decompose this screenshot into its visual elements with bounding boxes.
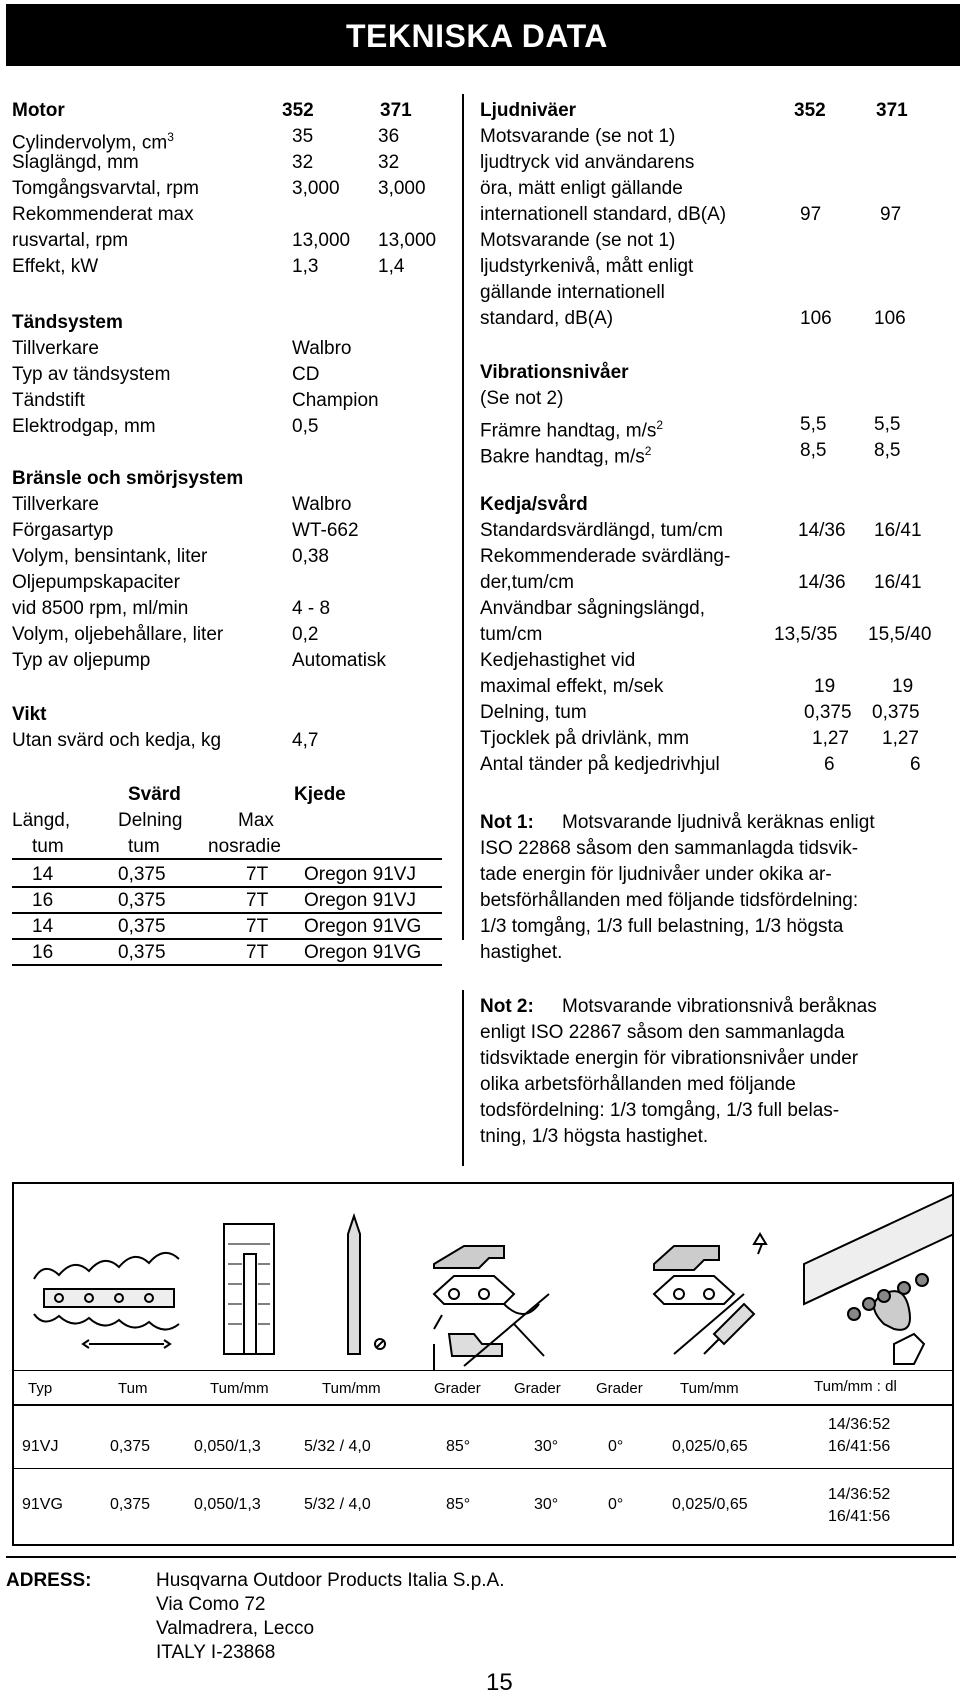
divider [12,912,442,914]
ignition-row-label: Tändstift [12,390,85,411]
fuel-row-value: WT-662 [292,520,359,541]
divider [14,1468,952,1469]
fuel-row-label: Typ av oljepump [12,650,151,671]
chainbar-label: Delning, tum [480,702,587,723]
fuel-row-value: 4 - 8 [292,598,331,619]
chainbar-label: tum/cm [480,624,543,645]
bar-nose: 7T [246,916,269,937]
note2-line: todsfördelning: 1/3 tomgång, 1/3 full belas- [480,1100,840,1121]
chainbar-value: 14/36 [798,572,846,593]
bar-chain: Oregon 91VG [304,916,422,937]
cell-dl: 16/41:56 [828,1508,891,1525]
chainbar-value: 1,27 [812,728,849,749]
cell-dl: 16/41:56 [828,1438,891,1455]
motor-row-v2: 13,000 [378,230,437,251]
bar-chain: Oregon 91VG [304,942,422,963]
ignition-row-value: CD [292,364,320,385]
note1-line: betsförhållanden med följande tidsfördelning: [480,890,859,911]
vibration-label: Bakre handtag, $m/s^2$ [480,444,652,468]
note2-line: tning, 1/3 högsta hastighet. [480,1126,709,1147]
motor-row-v2: 1,4 [378,256,405,277]
note1-label: Not 1: [480,812,534,833]
chainbar-value: 6 [824,754,835,775]
motor-row-label: Effekt, kW [12,256,99,277]
pitch-header: Delning [118,810,183,831]
fuel-row-label: Oljepumpskapaciter [12,572,180,593]
chain-header: Kjede [294,784,346,805]
vibration-heading: Vibrationsnivåer [480,362,629,383]
sound-col2: 371 [876,100,908,121]
ignition-row-value: 0,5 [292,416,319,437]
tum-header: tum [128,836,160,857]
ignition-row-label: Tillverkare [12,338,99,359]
cell-g1: 85° [446,1438,471,1455]
address-line: Husqvarna Outdoor Products Italia S.p.A. [156,1570,505,1591]
divider [12,938,442,940]
column-divider [462,94,464,940]
note1-line: hastighet. [480,942,563,963]
vibration-label: Främre handtag, $m/s^2$ [480,418,664,442]
fuel-row-label: Volym, oljebehållare, liter [12,624,224,645]
col-header: Grader [514,1380,561,1397]
note1-line: ISO 22868 såsom den sammanlagda tidsvik- [480,838,859,859]
chainbar-label: Kedjehastighet vid [480,650,636,671]
cell-g2: 30° [534,1496,559,1513]
chainbar-label: Antal tänder på kedjedrivhjul [480,754,720,775]
address-line: Via Como 72 [156,1594,266,1615]
motor-row-label: Rekommenderat max [12,204,194,225]
note2-line: enligt ISO 22867 såsom den sammanlagda [480,1022,845,1043]
cell-g1: 85° [446,1496,471,1513]
bar-pitch: 0,375 [118,916,166,937]
note1-line: Motsvarande ljudnivå keräknas enligt [562,812,875,833]
divider [14,1404,952,1406]
cutter-angle-icon [434,1246,549,1370]
motor-row-v1: 13,000 [292,230,351,251]
chainbar-value: 19 [814,676,836,697]
motor-row-label: Cylindervolym, $cm^3$ [12,130,174,154]
cell-tum: 0,375 [110,1496,151,1513]
note1-line: tade energin för ljudnivåer under okika ar- [480,864,832,885]
page-number: 15 [486,1669,513,1696]
bar-len: 16 [32,890,54,911]
cell-typ: 91VG [22,1496,63,1513]
chainbar-label: Användbar sågningslängd, [480,598,706,619]
fuel-row-value: Automatisk [292,650,386,671]
cell-tummm: 0,050/1,3 [194,1496,261,1513]
motor-row-v2: 3,000 [378,178,426,199]
sound-text: Motsvarande (se not 1) [480,230,676,251]
col-header: Tum/mm [680,1380,739,1397]
motor-row-label: Slaglängd, mm [12,152,139,173]
chainbar-value: 19 [892,676,914,697]
sound-text: gällande internationell [480,282,665,303]
divider [14,1370,952,1371]
cell-g2: 30° [534,1438,559,1455]
bar-nose: 7T [246,890,269,911]
chainbar-value: 1,27 [882,728,919,749]
sound-text: standard, dB(A) [480,308,614,329]
bar-header: Svärd [128,784,181,805]
motor-row-label: rusvartal, rpm [12,230,129,251]
chainbar-label: Standardsvärdlängd, tum/cm [480,520,723,541]
chainbar-value: 0,375 [804,702,852,723]
cell-dl: 14/36:52 [828,1416,891,1433]
col-header: Tum [118,1380,148,1397]
fuel-row-value: Walbro [292,494,352,515]
bar-chain: Oregon 91VJ [304,864,416,885]
nose-header: nosradie [208,836,281,857]
chainbar-heading: Kedja/svård [480,494,588,515]
motor-heading: Motor [12,100,65,121]
tum-header: tum [32,836,64,857]
motor-row-v1: 35 [292,126,314,147]
cell-file: 5/32 / 4,0 [304,1438,371,1455]
address-line: Valmadrera, Lecco [156,1618,315,1639]
title-banner [6,4,960,66]
chainbar-label: maximal effekt, m/sek [480,676,664,697]
motor-col2: 371 [380,100,412,121]
sound-text: internationell standard, dB(A) [480,204,727,225]
col-header: Tum/mm [210,1380,269,1397]
depth-gauge-icon [654,1234,766,1354]
fuel-row-value: 0,2 [292,624,319,645]
vibration-value: 5,5 [800,414,827,435]
sound-text: öra, mätt enligt gällande [480,178,683,199]
col-header: Grader [596,1380,643,1397]
motor-col1: 352 [282,100,314,121]
weight-label: Utan svärd och kedja, kg [12,730,222,751]
fuel-row-value: 0,38 [292,546,329,567]
chainbar-label: der,tum/cm [480,572,574,593]
note2-divider [462,990,464,1166]
col-header: Tum/mm [322,1380,381,1397]
vibration-sub: (Se not 2) [480,388,564,409]
weight-value: 4,7 [292,730,319,751]
note1-line: 1/3 tomgång, 1/3 full belastning, 1/3 högsta [480,916,844,937]
chainbar-value: 6 [910,754,921,775]
chain-spec-table [12,1182,954,1546]
divider [12,886,442,888]
motor-row-label: Tomgångsvarvtal, rpm [12,178,199,199]
bar-pitch: 0,375 [118,942,166,963]
vibration-value: 8,5 [800,440,827,461]
bar-chain: Oregon 91VJ [304,890,416,911]
chainbar-value: 13,5/35 [774,624,838,645]
motor-row-v1: 3,000 [292,178,340,199]
fuel-heading: Bränsle och smörjsystem [12,468,244,489]
sound-text: Motsvarande (se not 1) [480,126,676,147]
bar-len: 16 [32,942,54,963]
sound-value: 106 [800,308,832,329]
bar-chain-icon [804,1194,952,1364]
bar-nose: 7T [246,942,269,963]
sound-text: ljudstyrkenivå, mått enligt [480,256,694,277]
fuel-row-label: Tillverkare [12,494,99,515]
chainbar-value: 16/41 [874,520,922,541]
divider [12,964,442,966]
chain-pitch-icon [34,1253,179,1348]
col-header: Tum/mm : dl [814,1378,897,1395]
vibration-value: 8,5 [874,440,901,461]
ignition-row-label: Elektrodgap, mm [12,416,156,437]
bar-pitch: 0,375 [118,890,166,911]
ignition-row-label: Typ av tändsystem [12,364,171,385]
motor-row-v1: 1,3 [292,256,319,277]
cell-g3: 0° [608,1496,624,1513]
address-label: ADRESS: [6,1570,92,1591]
chainbar-value: 16/41 [874,572,922,593]
bar-len: 14 [32,916,54,937]
motor-row-v1: 32 [292,152,314,173]
cell-g3: 0° [608,1438,624,1455]
note2-line: Motsvarande vibrationsnivå beråknas [562,996,877,1017]
cell-tummm: 0,050/1,3 [194,1438,261,1455]
note2-label: Not 2: [480,996,534,1017]
bar-len: 14 [32,864,54,885]
address-line: ITALY I-23868 [156,1642,276,1663]
footer-divider [6,1556,956,1558]
chainbar-label: Rekommenderade svärdläng- [480,546,731,567]
weight-heading: Vikt [12,704,47,725]
note2-line: tidsviktade energin för vibrationsnivåer under [480,1048,859,1069]
motor-row-v2: 36 [378,126,400,147]
sound-value: 97 [880,204,902,225]
divider [12,858,442,860]
max-header: Max [238,810,274,831]
gauge-icon [224,1224,274,1354]
file-icon [348,1216,385,1354]
col-header: Typ [28,1380,53,1397]
sound-value: 106 [874,308,906,329]
note2-line: olika arbetsförhållanden med följande [480,1074,796,1095]
page-title: TEKNISKA DATA [346,18,608,54]
bar-pitch: 0,375 [118,864,166,885]
chainbar-label: Tjocklek på drivlänk, mm [480,728,690,749]
cell-typ: 91VJ [22,1438,59,1455]
chainbar-value: 0,375 [872,702,920,723]
cell-dl: 14/36:52 [828,1486,891,1503]
sound-value: 97 [800,204,822,225]
chainbar-value: 15,5/40 [868,624,932,645]
cell-depth: 0,025/0,65 [672,1438,748,1455]
fuel-row-label: Förgasartyp [12,520,114,541]
sound-text: ljudtryck vid användarens [480,152,695,173]
chainbar-value: 14/36 [798,520,846,541]
motor-row-v2: 32 [378,152,400,173]
chain-illustrations [14,1184,952,1370]
col-header: Grader [434,1380,481,1397]
cell-depth: 0,025/0,65 [672,1496,748,1513]
cell-tum: 0,375 [110,1438,151,1455]
sound-heading: Ljudniväer [480,100,577,121]
length-header: Längd, [12,810,71,831]
bar-nose: 7T [246,864,269,885]
vibration-value: 5,5 [874,414,901,435]
ignition-row-value: Champion [292,390,379,411]
fuel-row-label: Volym, bensintank, liter [12,546,208,567]
fuel-row-label: vid 8500 rpm, ml/min [12,598,189,619]
sound-col1: 352 [794,100,826,121]
cell-file: 5/32 / 4,0 [304,1496,371,1513]
ignition-heading: Tändsystem [12,312,123,333]
ignition-row-value: Walbro [292,338,352,359]
